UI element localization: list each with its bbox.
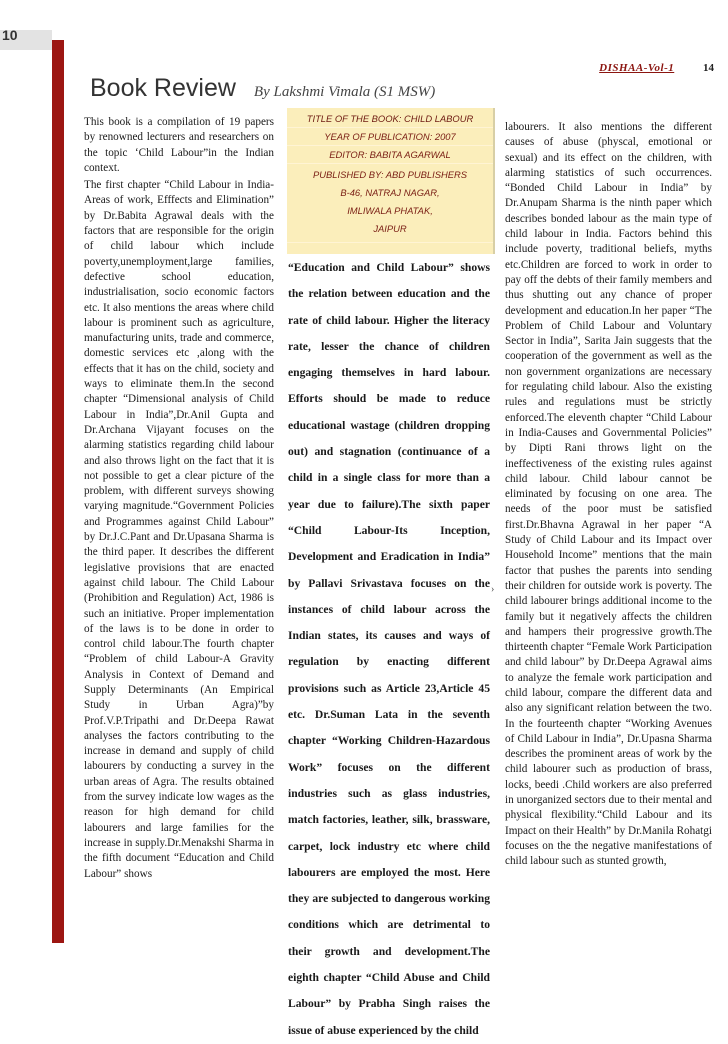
- divider: [287, 163, 493, 164]
- accent-bar: [52, 40, 64, 943]
- publisher-line: PUBLISHED BY: ABD PUBLISHERS: [312, 169, 468, 180]
- address-line-3: JAIPUR: [373, 223, 407, 234]
- address-line-2: IMLIWALA PHATAK,: [347, 205, 433, 216]
- column-marker: ›: [491, 584, 495, 595]
- left-page-number: 10: [0, 30, 52, 50]
- left-column: [84, 115, 274, 884]
- paragraph: The first chapter “Child Labour in India-Areas of work, Efffects and Elimination” by Dr.Babita Agrawal deals with the factors that are responsible for the origin of child labour which include poverty,unemployment,large families, defective school education, industrialisation, socio economic factors etc. It also mentions the areas where child labour is prominent such as agriculture, manufacturing units, trade and commerce, domestic services etc ,along with the effects that it has on the child, society and ways to eliminate them.In the second chapter “Dimensional analysis of Child Labour in India”,Dr.Anil Gupta and Dr.Archana Vijayant focuses on the alarming statistics regarding child labour and also throws light on the fact that it is not possible to get a clear picture of the problem, with different surveys showing varying magnitude.“Government Policies and Programmes against Child Labour” by Dr.J.C.Pant and Dr.Upasana Sharma is the third paper. It describes the different legislative provisions that are enacted against child labour. The Child Labour (Prohibition and Regulation) Act, 1986 is such an initiative. Proper implementation of the laws is to be done in order to control child labour.The fourth chapter “Problem of child Labour-A Gravity Analysis in Context of Demand and Supply Determinants (An Empirical Study in Urban Agra)”by Prof.V.P.Tripathi and Dr.Deepa Rawat analyses the factors contributing to the increase in demand and supply of child labourers by conducting a survey in the urban areas of Agra. The results obtained from the survey indicate low wages as the reason for high demand for child labourers and large families for the increase in supply.Dr.Menakshi Sharma in the fifth document “Education and Child Labour” shows: [84, 179, 274, 880]
- book-title-line: TITLE OF THE BOOK: CHILD LABOUR: [306, 113, 474, 124]
- book-details-box: [287, 108, 495, 254]
- editor-line: EDITOR: BABITA AGARWAL: [329, 149, 451, 160]
- address-line-1: B-46, NATRAJ NAGAR,: [340, 187, 440, 198]
- page-number: 14: [703, 62, 714, 74]
- publication-year-line: YEAR OF PUBLICATION: 2007: [324, 131, 456, 142]
- article-title-row: [90, 74, 435, 103]
- divider: [287, 127, 493, 128]
- divider: [287, 145, 493, 146]
- article-byline: By Lakshmi Vimala (S1 MSW): [253, 84, 436, 100]
- paragraph: This book is a compilation of 19 papers by renowned lecturers and researchers on the topic ‘Child Labour”in the Indian context.: [84, 116, 274, 174]
- divider: [287, 242, 493, 243]
- right-column: labourers. It also mentions the different causes of abuse (physcal, emotional or sexual) and its effect on the children, with alarming statistics of such occurrences. “Bonded Child Labour in India” by Dr.Anupam Sharma is the ninth paper which describes bonded labour as the main type of child labour in India. Factors behind this include poverty, traditional beliefs, myths etc.Children are forced to work in order to pay off the debts of their family members and thus shutting out any chance of proper development and education.In her paper “The Problem of Child Labour and Voluntary Sector in India”, Sarita Jain suggests that the cooperation of the government as well as the non government organizations are necessary for regulating child labour. Also the existing rules and regulations must be strictly enforced.The eleventh chapter “Child Labour in India-Causes and Governmental Policies” by Dipti Rani throws light on the ineffectiveness of the existing rules against child labour. Child labour cannot be eliminated by focusing on one area. The needs of the poor must be satisfied first.Dr.Bhavna Agrawal in her paper “A Study of Child Labour and its Impact over Household Income” mentions that the main factor that pushes the parents into sending their children for outside work is poverty. The child labourer brings additional income to the family but it negatively affects the children and hampers their progressive growth.The thirteenth chapter “Female Work Participation and child labour” by Dr.Deepa Agrawal aims to analyze the female work participation and child labour, compare the different data and also any significant relation between the two. In the fourteenth chapter “Working Avenues of Child Labour in India”, Dr.Upasna Sharma describes the prominent areas of work by the child labourer such as production of brass, locks, beedi .Child workers are also preferred in unorganized sectors due to their mental and physical flexibility.“Child Labour and its Impact on their Health” by Dr.Manila Rohatgi focuses on the the negative manifestations of child labour such as stunted growth,: [505, 121, 712, 868]
- middle-column-highlight: “Education and Child Labour” shows the relation between education and the rate of child labour. Higher the literacy rate, lesser the chance of children engaging themselves in hard labour. Efforts should be made to reduce educational wastage (children dropping out) and stagnation (continuance of a child in a single class for more than a year due to failure).The sixth paper “Child Labour-Its Inception, Development and Eradication in India” by Pallavi Srivastava focuses on the instances of child labour across the Indian states, its causes and ways of regulation by enacting different provisions such as Article 23,Article 45 etc. Dr.Suman Lata in the seventh chapter “Working Children-Hazardous Work” focuses on the different industries such as glass industries, match factories, leather, silk, brassware, carpet, lock industry etc where child labourers are employed the most. Here they are subjected to dangerous working conditions which are detrimental to their growth and development.The eighth chapter “Child Abuse and Child Labour” by Prabha Singh raises the issue of abuse experienced by the child: [288, 261, 490, 1037]
- article-title: Book Review: [90, 74, 236, 102]
- journal-name: DISHAA-Vol-1: [599, 62, 675, 74]
- running-header: [599, 62, 714, 74]
